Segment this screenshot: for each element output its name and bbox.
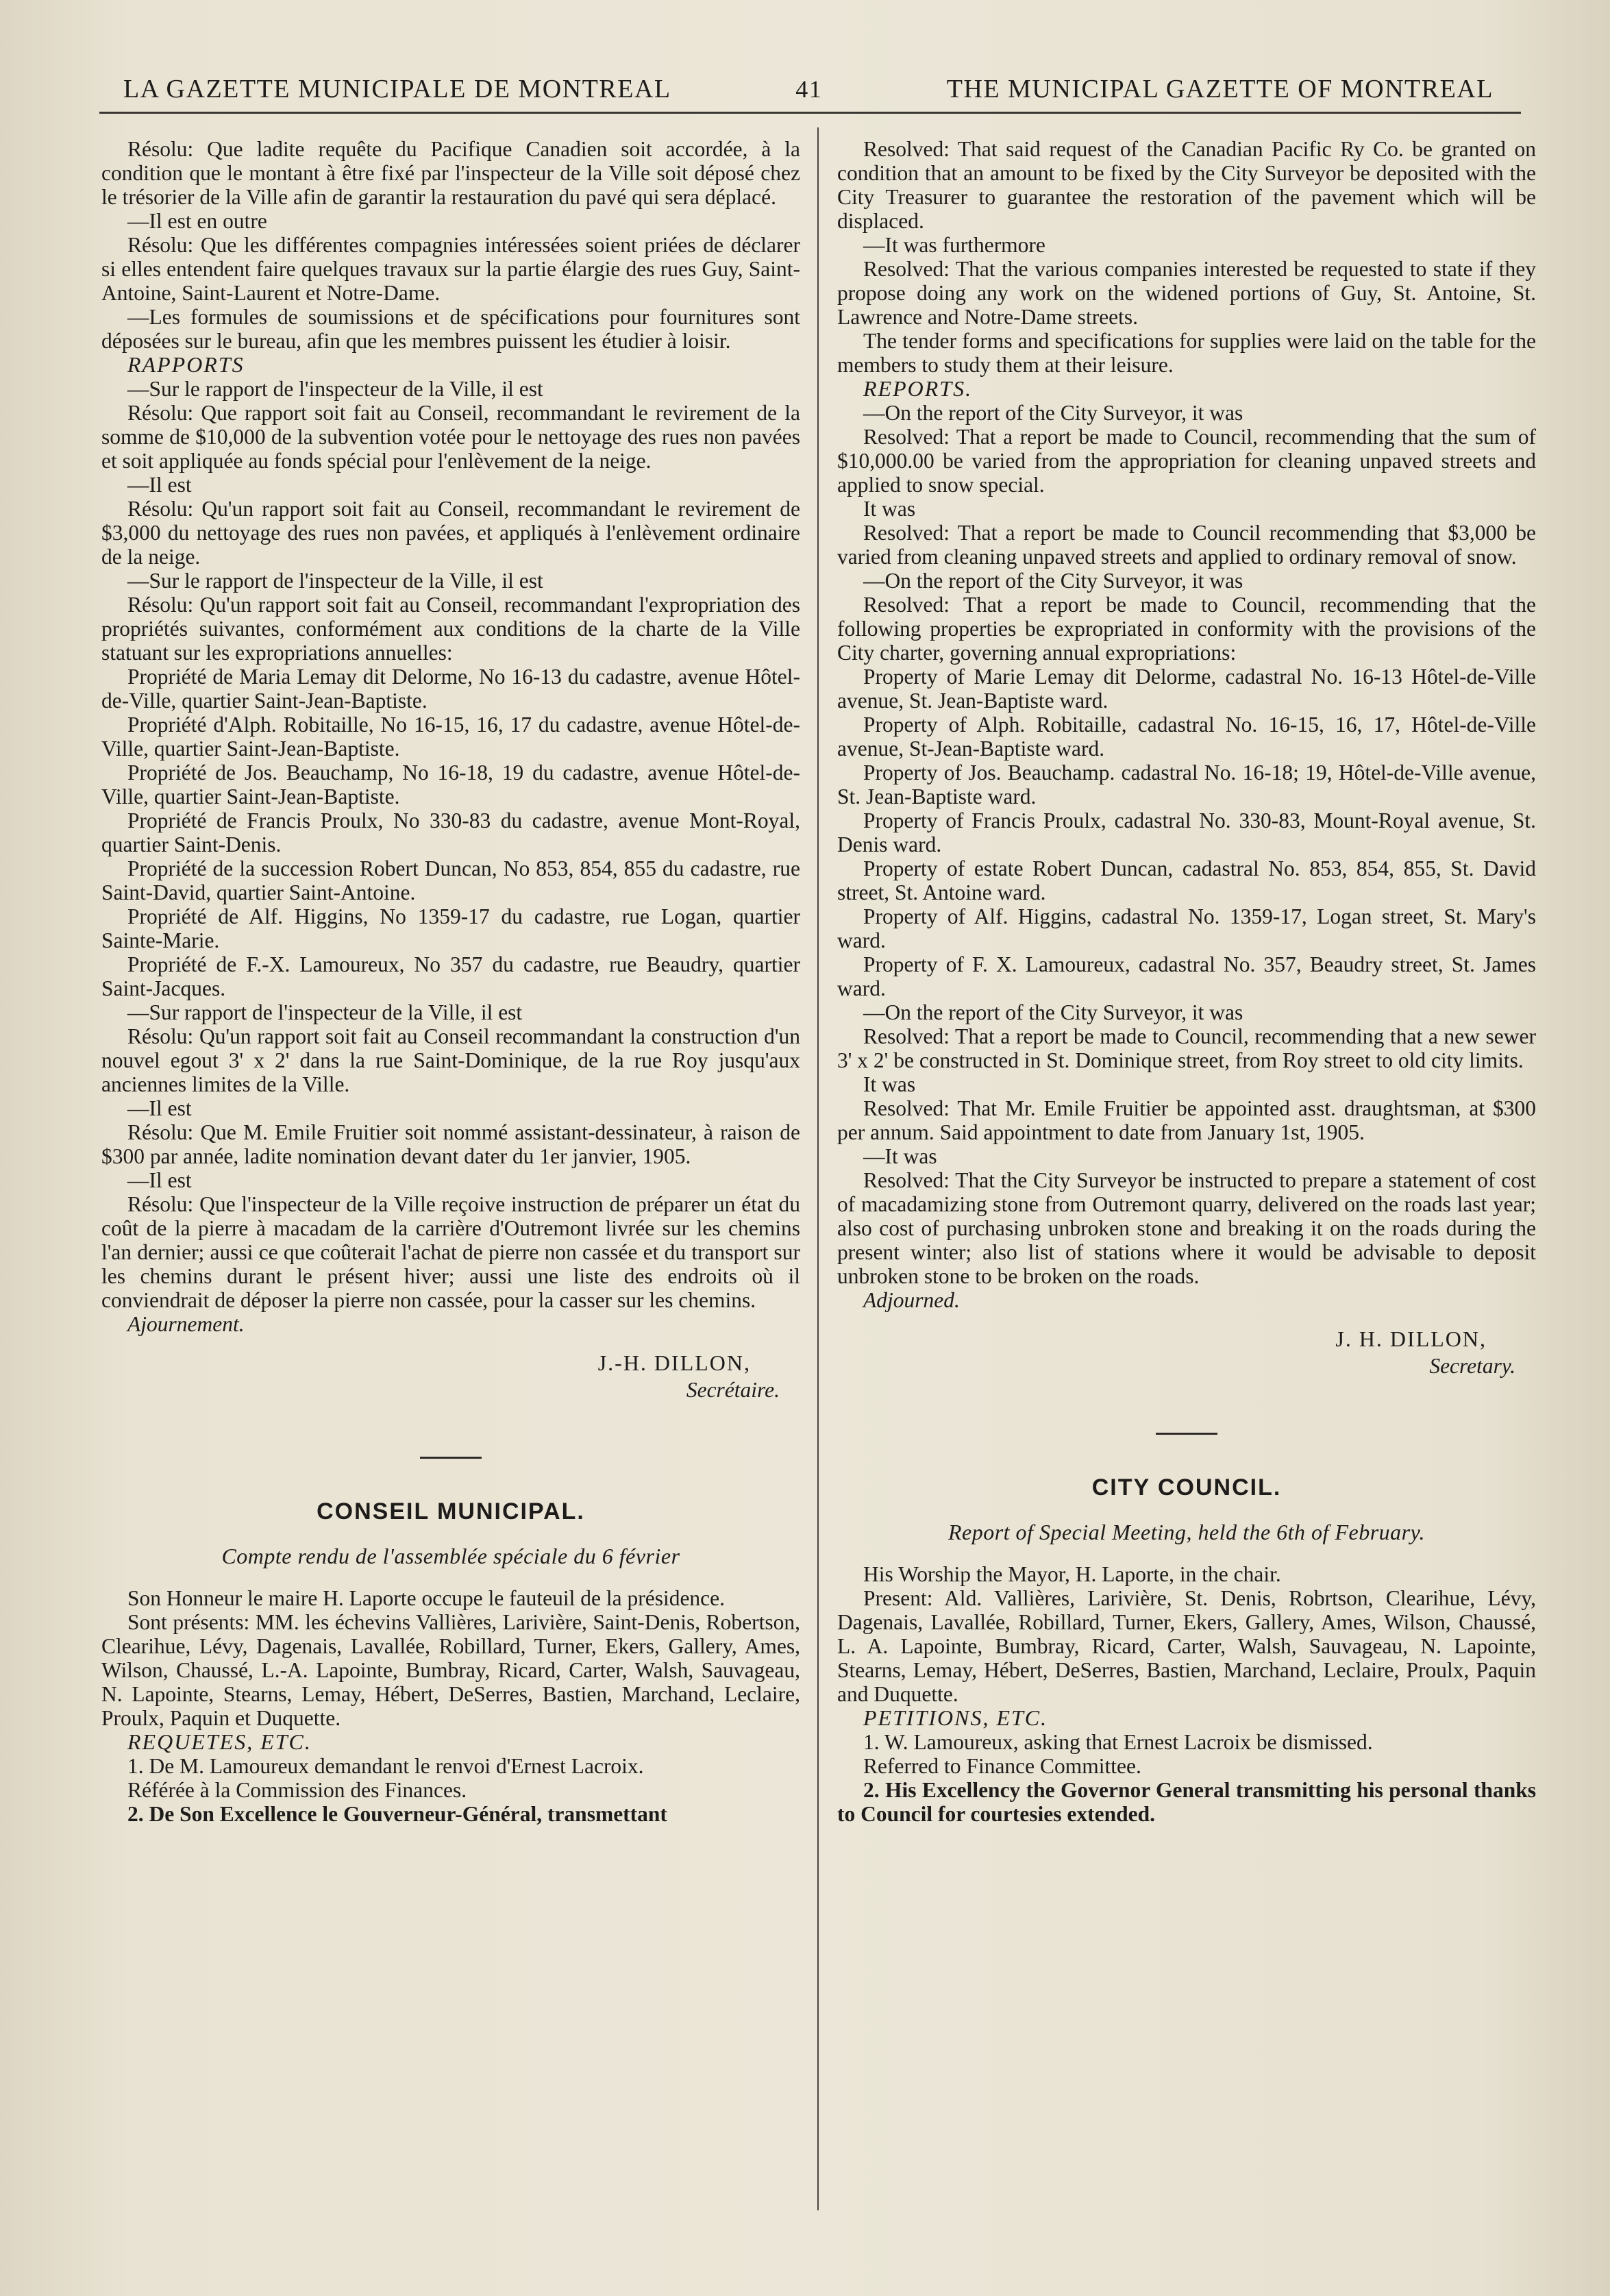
paragraph: —Sur le rapport de l'inspecteur de la Ville, il est [127, 377, 543, 401]
attendance-list: Present: Ald. Vallières, Larivière, St. Denis, Robrtson, Clearihue, Lévy, Dagenais, Lavallée, Robillard, Turner, Ekers, Gallery, Ames, Wilson, Chaussé, L. A. Lapointe, Bumbray, Ricard, Carter, Walsh, Sauvageau, N. Lapointe, Stearns, Lemay, Hébert, DeSerres, Bastien, Marchand, Leclaire, Proulx, Paquin and Duquette. [837, 1586, 1536, 1706]
signatory-role: Secrétaire. [686, 1378, 780, 1402]
meeting-subtitle: Report of Special Meeting, held the 6th of February. [948, 1520, 1426, 1544]
signature-block [837, 1327, 1536, 1378]
header-title-french: LA GAZETTE MUNICIPALE DE MONTREAL [123, 75, 671, 103]
paragraph: —It was furthermore [863, 233, 1045, 257]
signature-block [101, 1351, 800, 1402]
section-heading-requetes: REQUETES, ETC. [127, 1729, 312, 1754]
petition-item: 1. De M. Lamoureux demandant le renvoi d'Ernest Lacroix. [127, 1754, 644, 1778]
paragraph: Référée à la Commission des Finances. [127, 1778, 467, 1802]
section-separator [1156, 1433, 1217, 1435]
paragraph: Son Honneur le maire H. Laporte occupe le fauteuil de la présidence. [127, 1586, 726, 1610]
paragraph: Resolved: That the various companies interested be requested to state if they propose doing any work on the widened portions of Guy, St. Antoine, St. Lawrence and Notre-Dame streets. [837, 257, 1536, 329]
property-entry: Propriété de Alf. Higgins, No 1359-17 du cadastre, rue Logan, quartier Sainte-Marie. [101, 904, 800, 952]
property-entry: Propriété de Francis Proulx, No 330-83 du cadastre, avenue Mont-Royal, quartier Saint-Denis. [101, 808, 800, 856]
paragraph: Resolved: That a report be made to Council, recommending that the sum of $10,000.00 be varied from the appropriation for cleaning unpaved streets and applied to snow special. [837, 425, 1536, 497]
paragraph: Résolu: Que M. Emile Fruitier soit nommé assistant-dessinateur, à raison de $300 par année, ladite nomination devant dater du 1er janvier, 1905. [101, 1120, 800, 1168]
petition-item: 2. De Son Excellence le Gouverneur-Général, transmettant [127, 1802, 667, 1826]
page-number: 41 [795, 75, 823, 103]
paragraph: —Il est [127, 1096, 192, 1120]
paragraph: The tender forms and specifications for supplies were laid on the table for the members to study them at their leisure. [837, 329, 1536, 377]
paragraph: It was [863, 497, 916, 521]
property-entry: Propriété de Maria Lemay dit Delorme, No 16-13 du cadastre, avenue Hôtel-de-Ville, quartier Saint-Jean-Baptiste. [101, 665, 800, 713]
section-heading-reports: REPORTS. [863, 376, 973, 401]
paragraph: It was [863, 1072, 916, 1096]
adjournment: Adjourned. [863, 1288, 960, 1312]
council-heading: CONSEIL MUNICIPAL. [317, 1498, 585, 1525]
paragraph: Resolved: That a report be made to Council recommending that $3,000 be varied from cleaning unpaved streets and applied to ordinary removal of snow. [837, 521, 1536, 569]
property-entry: Propriété de la succession Robert Duncan, No 853, 854, 855 du cadastre, rue Saint-David, quartier Saint-Antoine. [101, 856, 800, 904]
english-column [837, 137, 1536, 1826]
paragraph: —Il est en outre [127, 209, 267, 233]
paragraph: —Sur rapport de l'inspecteur de la Ville, il est [127, 1000, 523, 1024]
signatory-name: J.-H. DILLON, [597, 1350, 751, 1375]
meeting-subtitle: Compte rendu de l'assemblée spéciale du 6 février [221, 1544, 680, 1568]
paragraph: Resolved: That Mr. Emile Fruitier be appointed asst. draughtsman, at $300 per annum. Said appointment to date from January 1st, 1905. [837, 1096, 1536, 1144]
paragraph: Résolu: Qu'un rapport soit fait au Conseil, recommandant l'expropriation des propriétés suivantes, conformément aux conditions de la charte de la Ville statuant sur les expropriations annuelles: [101, 593, 800, 665]
paragraph: Resolved: That a report be made to Council, recommending that a new sewer 3' x 2' be constructed in St. Dominique street, from Roy street to old city limits. [837, 1024, 1536, 1072]
section-separator [420, 1457, 482, 1459]
property-entry: Propriété d'Alph. Robitaille, No 16-15, 16, 17 du cadastre, avenue Hôtel-de-Ville, quartier Saint-Jean-Baptiste. [101, 713, 800, 761]
paragraph: —On the report of the City Surveyor, it was [863, 401, 1243, 425]
attendance-list: Sont présents: MM. les échevins Vallières, Larivière, Saint-Denis, Robertson, Clearihue, Lévy, Dagenais, Lavallée, Robillard, Turner, Ekers, Gallery, Ames, Wilson, Chaussé, L.-A. Lapointe, Bumbray, Ricard, Carter, Walsh, Sauvageau, N. Lapointe, Stearns, Lemay, Hébert, DeSerres, Bastien, Marchand, Leclaire, Proulx, Paquin et Duquette. [101, 1610, 800, 1730]
petition-item: 2. His Excellency the Governor General transmitting his personal thanks to Council for courtesies extended. [837, 1778, 1536, 1826]
property-entry: Property of Alf. Higgins, cadastral No. 1359-17, Logan street, St. Mary's ward. [837, 904, 1536, 952]
property-entry: Property of F. X. Lamoureux, cadastral No. 357, Beaudry street, St. James ward. [837, 952, 1536, 1000]
paragraph: Resolved: That said request of the Canadian Pacific Ry Co. be granted on condition that an amount to be fixed by the City Surveyor be deposited with the City Treasurer to guarantee the restoration of the pavement which will be displaced. [837, 137, 1536, 233]
signatory-role: Secretary. [1429, 1354, 1515, 1378]
french-column [101, 137, 800, 1826]
property-entry: Propriété de Jos. Beauchamp, No 16-18, 19 du cadastre, avenue Hôtel-de-Ville, quartier Saint-Jean-Baptiste. [101, 761, 800, 808]
header-title-english: THE MUNICIPAL GAZETTE OF MONTREAL [946, 75, 1494, 103]
header-rule [99, 112, 1521, 114]
column-divider [817, 127, 819, 2210]
property-entry: Propriété de F.-X. Lamoureux, No 357 du cadastre, rue Beaudry, quartier Saint-Jacques. [101, 952, 800, 1000]
council-heading: CITY COUNCIL. [1091, 1474, 1282, 1501]
signatory-name: J. H. DILLON, [1335, 1326, 1487, 1351]
paragraph: —Il est [127, 473, 192, 497]
property-entry: Property of Jos. Beauchamp. cadastral No. 16-18; 19, Hôtel-de-Ville avenue, St. Jean-Baptiste ward. [837, 761, 1536, 808]
section-heading-rapports: RAPPORTS [127, 352, 245, 377]
paragraph: —Sur le rapport de l'inspecteur de la Ville, il est [127, 569, 543, 593]
adjournment: Ajournement. [127, 1312, 245, 1336]
paragraph: —Il est [127, 1168, 192, 1192]
paragraph: Résolu: Que l'inspecteur de la Ville reçoive instruction de préparer un état du coût de la pierre à macadam de la carrière d'Outremont livrée sur les chemins l'an dernier; aussi ce que coûterait l'achat de pierre non cassée et du transport sur les chemins durant le présent hiver; aussi une liste des endroits où il conviendrait de déposer la pierre non cassée, pour la casser sur les chemins. [101, 1192, 800, 1312]
section-heading-petitions: PETITIONS, ETC. [863, 1705, 1048, 1730]
paragraph: Résolu: Qu'un rapport soit fait au Conseil recommandant la construction d'un nouvel egout 3' x 2' dans la rue Saint-Dominique, de la rue Roy jusqu'aux anciennes limites de la Ville. [101, 1024, 800, 1096]
property-entry: Property of Marie Lemay dit Delorme, cadastral No. 16-13 Hôtel-de-Ville avenue, St. Jean-Baptiste ward. [837, 665, 1536, 713]
petition-item: 1. W. Lamoureux, asking that Ernest Lacroix be dismissed. [863, 1730, 1373, 1754]
paragraph: Résolu: Qu'un rapport soit fait au Conseil, recommandant le revirement de $3,000 du nettoyage des rues non pavées, et appliqués à l'enlèvement ordinaire de la neige. [101, 497, 800, 569]
paragraph: Resolved: That a report be made to Council, recommending that the following properties be expropriated in conformity with the provisions of the City charter, governing annual expropriations: [837, 593, 1536, 665]
running-header [123, 69, 1494, 110]
property-entry: Property of estate Robert Duncan, cadastral No. 853, 854, 855, St. David street, St. Antoine ward. [837, 856, 1536, 904]
paragraph: Résolu: Que rapport soit fait au Conseil, recommandant le revirement de la somme de $10,000 de la subvention votée pour le nettoyage des rues non pavées et soit appliquée au fonds spécial pour l'enlèvement de la neige. [101, 401, 800, 473]
paragraph: Résolu: Que ladite requête du Pacifique Canadien soit accordée, à la condition que le montant à être fixé par l'inspecteur de la Ville soit déposé chez le trésorier de la Ville afin de garantir la restauration du pavé qui sera déplacé. [101, 137, 800, 209]
paragraph: Résolu: Que les différentes compagnies intéressées soient priées de déclarer si elles entendent faire quelques travaux sur la partie élargie des rues Guy, Saint-Antoine, Saint-Laurent et Notre-Dame. [101, 233, 800, 305]
paragraph: —It was [863, 1144, 937, 1168]
paragraph: His Worship the Mayor, H. Laporte, in the chair. [863, 1562, 1281, 1586]
property-entry: Property of Alph. Robitaille, cadastral No. 16-15, 16, 17, Hôtel-de-Ville avenue, St-Jean-Baptiste ward. [837, 713, 1536, 761]
paragraph: —On the report of the City Surveyor, it was [863, 1000, 1243, 1024]
paragraph: Referred to Finance Committee. [863, 1754, 1141, 1778]
paragraph: Resolved: That the City Surveyor be instructed to prepare a statement of cost of macadamizing stone from Outremont quarry, delivered on the roads last year; also cost of purchasing unbroken stone and breaking it on the roads during the present winter; also list of stations where it would be advisable to deposit unbroken stone to be broken on the roads. [837, 1168, 1536, 1288]
paragraph: —On the report of the City Surveyor, it was [863, 569, 1243, 593]
property-entry: Property of Francis Proulx, cadastral No. 330-83, Mount-Royal avenue, St. Denis ward. [837, 808, 1536, 856]
paragraph: —Les formules de soumissions et de spécifications pour fournitures sont déposées sur le bureau, afin que les membres puissent les étudier à loisir. [101, 305, 800, 353]
